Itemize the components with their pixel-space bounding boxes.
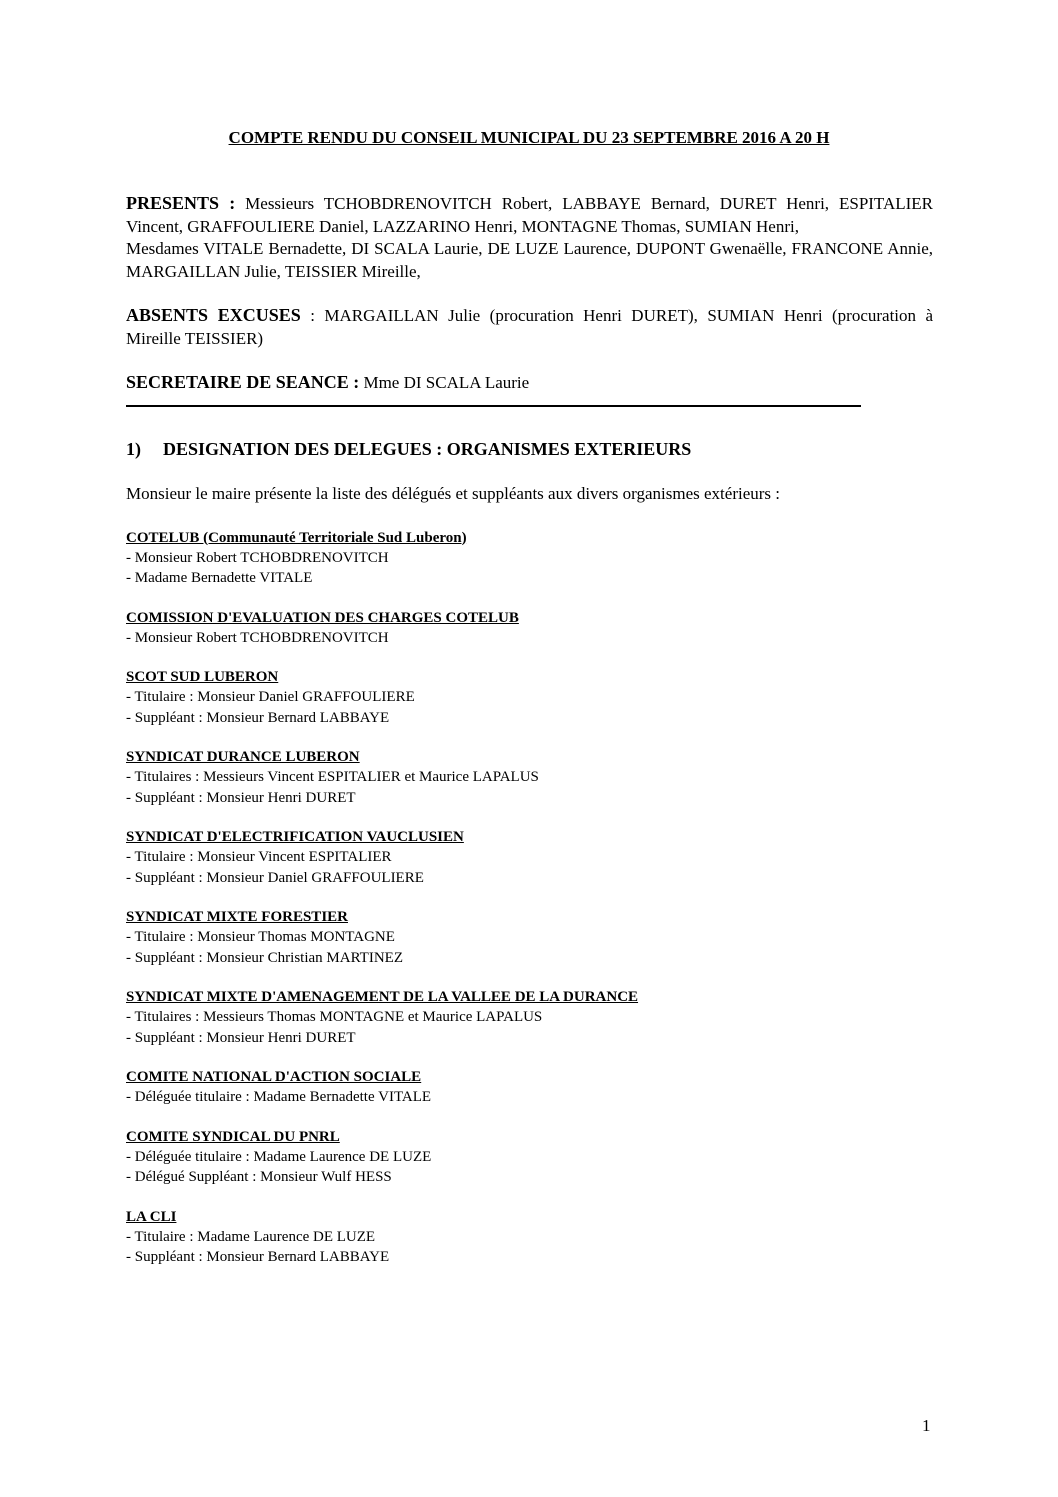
organism-delegate-line: - Suppléant : Monsieur Henri DURET bbox=[126, 789, 356, 806]
organism-title: SYNDICAT DURANCE LUBERON bbox=[126, 749, 360, 765]
organism-title: COMITE NATIONAL D'ACTION SOCIALE bbox=[126, 1069, 422, 1085]
organism-title: COMITE SYNDICAL DU PNRL bbox=[126, 1128, 340, 1145]
absents-text: : MARGAILLAN Julie (procuration Henri DURET), SUMIAN Henri (procuration à Mireille TEISSIER) bbox=[126, 306, 934, 348]
organism-delegate-line: - Titulaire : Monsieur Vincent ESPITALIER bbox=[126, 849, 392, 865]
organism-delegate-line: - Titulaires : Messieurs Vincent ESPITALIER et Maurice LAPALUS bbox=[126, 769, 539, 785]
organism-title: SYNDICAT MIXTE D'AMENAGEMENT DE LA VALLEE DE LA DURANCE bbox=[126, 989, 639, 1005]
organism-title: COTELUB (Communauté Territoriale Sud Luberon) bbox=[126, 529, 467, 546]
organism-title: SCOT SUD LUBERON bbox=[126, 669, 279, 685]
organism-delegate-line: - Délégué Suppléant : Monsieur Wulf HESS bbox=[126, 1169, 392, 1185]
page-number: 1 bbox=[922, 1416, 931, 1435]
organism-delegate-line: - Déléguée titulaire : Madame Bernadette VITALE bbox=[126, 1089, 432, 1105]
presents-label: PRESENTS : bbox=[126, 193, 236, 213]
organism-delegate-line: - Suppléant : Monsieur Bernard LABBAYE bbox=[126, 1249, 390, 1265]
presents-mesdames: Mesdames VITALE Bernadette, DI SCALA Laurie, DE LUZE Laurence, DUPONT Gwenaëlle, FRANCONE Annie, MARGAILLAN Julie, TEISSIER Mireille, bbox=[126, 239, 933, 281]
organism-block bbox=[126, 747, 933, 808]
organisms-list bbox=[126, 528, 933, 1268]
organism-delegate-line: - Titulaires : Messieurs Thomas MONTAGNE et Maurice LAPALUS bbox=[126, 1009, 543, 1025]
separator-line bbox=[126, 405, 861, 407]
organism-delegate-line: - Titulaire : Monsieur Daniel GRAFFOULIERE bbox=[126, 689, 415, 705]
section-intro: Monsieur le maire présente la liste des délégués et suppléants aux divers organismes extérieurs : bbox=[126, 483, 780, 503]
secretaire-paragraph bbox=[126, 371, 933, 395]
presents-messieurs: Messieurs TCHOBDRENOVITCH Robert, LABBAYE Bernard, DURET Henri, ESPITALIER Vincent, GRAFFOULIERE Daniel, LAZZARINO Henri, MONTAGNE Thomas, SUMIAN Henri, bbox=[126, 194, 934, 236]
organism-delegate-line: - Monsieur Robert TCHOBDRENOVITCH bbox=[126, 549, 389, 566]
organism-delegate-line: - Monsieur Robert TCHOBDRENOVITCH bbox=[126, 629, 389, 646]
organism-block bbox=[126, 1127, 933, 1188]
organism-block bbox=[126, 608, 933, 649]
presents-mesdames-paragraph bbox=[126, 238, 933, 283]
section-title: DESIGNATION DES DELEGUES : ORGANISMES EXTERIEURS bbox=[163, 438, 692, 459]
organism-title: LA CLI bbox=[126, 1208, 177, 1225]
section-heading bbox=[126, 439, 933, 460]
organism-title: SYNDICAT MIXTE FORESTIER bbox=[126, 909, 348, 925]
organism-delegate-line: - Déléguée titulaire : Madame Laurence DE LUZE bbox=[126, 1148, 432, 1165]
document-title: COMPTE RENDU DU CONSEIL MUNICIPAL DU 23 SEPTEMBRE 2016 A 20 H bbox=[228, 128, 830, 147]
organism-title: SYNDICAT D'ELECTRIFICATION VAUCLUSIEN bbox=[126, 829, 464, 845]
organism-block bbox=[126, 907, 933, 968]
organism-block bbox=[126, 1067, 933, 1108]
organism-delegate-line: - Suppléant : Monsieur Daniel GRAFFOULIERE bbox=[126, 869, 424, 886]
organism-title: COMISSION D'EVALUATION DES CHARGES COTELUB bbox=[126, 609, 519, 626]
document-body bbox=[126, 192, 933, 1287]
organism-block bbox=[126, 667, 933, 728]
organism-delegate-line: - Madame Bernadette VITALE bbox=[126, 570, 313, 586]
organism-block bbox=[126, 827, 933, 888]
organism-block bbox=[126, 1207, 933, 1268]
organism-delegate-line: - Suppléant : Monsieur Bernard LABBAYE bbox=[126, 709, 390, 726]
organism-block bbox=[126, 987, 933, 1048]
organism-delegate-line: - Suppléant : Monsieur Henri DURET bbox=[126, 1029, 356, 1046]
secretaire-label: SECRETAIRE DE SEANCE : bbox=[126, 372, 360, 392]
organism-delegate-line: - Titulaire : Madame Laurence DE LUZE bbox=[126, 1228, 376, 1245]
organism-delegate-line: - Titulaire : Monsieur Thomas MONTAGNE bbox=[126, 929, 395, 945]
absents-paragraph bbox=[126, 304, 933, 350]
organism-delegate-line: - Suppléant : Monsieur Christian MARTINEZ bbox=[126, 949, 403, 966]
secretaire-text: Mme DI SCALA Laurie bbox=[363, 373, 530, 392]
presents-paragraph bbox=[126, 192, 933, 238]
section-number: 1) bbox=[126, 438, 141, 459]
absents-label: ABSENTS EXCUSES bbox=[126, 305, 301, 325]
organism-block bbox=[126, 528, 933, 589]
